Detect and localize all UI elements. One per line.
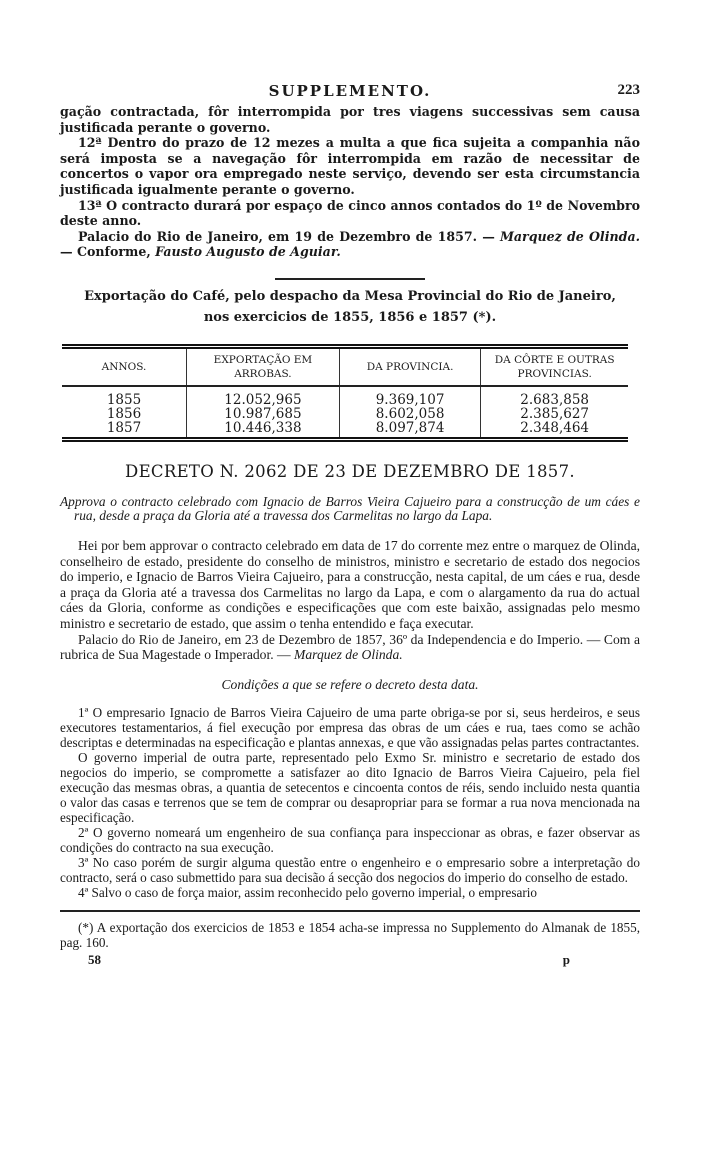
coffee-export-table (62, 344, 628, 442)
condition-item: 3ª No caso porém de surgir alguma questão entre o engenheiro e o empresario sobre a interpretação do contracto, será o caso submettido para sua decisão á secção dos negocios do imperio do conselho de estado. (60, 854, 640, 885)
cell-year: 1857 (106, 419, 142, 436)
decree-signature (60, 632, 640, 663)
document-page (60, 82, 640, 970)
paragraph-12: 12ª Dentro do prazo de 12 mezes a multa a que fica sujeita a companhia não será imposta se a navegação fôr interrompida em razão de necessitar de concertos o vapor ora empregado neste serviço, devendo ser esta circumstancia justificada igualmente perante o governo. (60, 135, 640, 197)
table-header-row (62, 346, 628, 386)
condition-item: 4ª Salvo o caso de força maior, assim reconhecido pelo governo imperial, o empresario (78, 884, 538, 900)
cell-province: 8.097,874 (339, 421, 481, 440)
condition-item: O governo imperial de outra parte, representado pelo Exmo Sr. ministro e secretario de estado dos negocios do imperio, se compromette a satisfazer ao dito Ignacio de Barros Vieira Cajueiro, pela fiel execução das mesmas obras, a quantia de setecentos e cincoenta contos de réis, sendo incluido nesta quantia o valor das casas e terrenos que se tem de comprar ou desapropriar para se formar a rua nova mencionada na especificação. (60, 749, 640, 825)
table-row (62, 386, 628, 407)
decree-signature-name: Marquez de Olinda. (294, 647, 403, 663)
decree-body: Hei por bem approvar o contracto celebrado em data de 17 do corrente mez entre o marquez de Olinda, conselheiro de estado, presidente do conselho de ministros, ministro e secretario de estado dos negocios do imperio, e Ignacio de Barros Vieira Cajueiro, para a construcção, nesta capital, de um cáes e rua, desde a praça da Gloria até a travessa dos Carmelitas no largo da Lapa, e com o alargamento da rua do actual cáes da Gloria, conforme as condições e especificações que com este baixão, assignadas pelo mesmo ministro e secretario de estado, que assim o tenha entendido e faça executar. (60, 537, 640, 631)
signature-mark-left: 58 (88, 951, 101, 967)
running-title: SUPPLEMENTO. (268, 82, 432, 100)
conditions-title: Condições a que se refere o decreto desta data. (221, 676, 479, 692)
table-row (62, 407, 628, 421)
export-table-title-line-1: Exportação do Café, pelo despacho da Mesa Provincial do Rio de Janeiro, (84, 288, 616, 304)
page-number: 223 (617, 82, 640, 98)
cell-court: 2.348,464 (481, 421, 628, 440)
cell-export: 12.052,965 (187, 386, 340, 407)
signature-name: Marquez de Olinda. (499, 228, 640, 244)
cell-court: 2.683,858 (481, 386, 628, 407)
table-row (62, 421, 628, 440)
cell-year: 1856 (106, 405, 142, 422)
header-export-arrobas: EXPORTAÇÃO EM ARROBAS. (187, 346, 340, 386)
header-court-other-provinces: DA CÔRTE E OUTRAS PROVINCIAS. (481, 346, 628, 386)
condition-item: 1ª O empresario Ignacio de Barros Vieira Cajueiro de uma parte obriga-se por si, seus herdeiros, e seus executores testamentarios, á fiel execução por empresa das obras de um cáes e rua, taes como se achão descriptas e determinadas na especificação e plantas annexas, e que vão assignadas pelas partes contractantes. (60, 704, 640, 750)
cell-province: 8.602,058 (339, 407, 481, 421)
cell-export: 10.446,338 (187, 421, 340, 440)
running-head (60, 82, 640, 104)
cell-year: 1855 (106, 391, 142, 408)
conforme-label: — Conforme, (60, 244, 156, 260)
decree-title: DECRETO N. 2062 DE 23 DE DEZEMBRO DE 1857. (125, 461, 575, 481)
paragraph-11-end: gação contractada, fôr interrompida por tres viagens successivas sem causa justificada perante o governo. (60, 104, 640, 135)
paragraph-13: 13ª O contracto durará por espaço de cinco annos contados do 1º de Novembro deste anno. (60, 197, 640, 229)
cell-province: 9.369,107 (339, 386, 481, 407)
decree-signature-text: Palacio do Rio de Janeiro, em 23 de Dezembro de 1857, 36º da Independencia e do Imperio. — Com a rubrica de Sua Magestade o Imperador. — (60, 631, 640, 663)
section-divider (275, 278, 425, 280)
signature-place: Palacio do Rio de Janeiro, em 19 de Dezembro de 1857. — (78, 228, 500, 244)
condition-item: 2ª O governo nomeará um engenheiro de sua confiança para inspeccionar as obras, e fazer observar as condições do contracto na sua execução. (60, 824, 640, 855)
signature-marks (60, 952, 640, 970)
cell-court: 2.385,627 (481, 407, 628, 421)
conforme-name: Fausto Augusto de Aguiar. (155, 244, 341, 260)
first-signature (60, 229, 640, 260)
signature-mark-right: p (562, 951, 570, 967)
header-province: DA PROVINCIA. (339, 346, 481, 386)
cell-export: 10.987,685 (187, 407, 340, 421)
footnote: (*) A exportação dos exercicios de 1853 e 1854 acha-se impressa no Supplemento do Almanak de 1855, pag. 160. (60, 919, 640, 950)
footnote-divider (60, 910, 640, 912)
header-years: ANNOS. (62, 346, 187, 386)
decree-summary: Approva o contracto celebrado com Ignacio de Barros Vieira Cajueiro para a construcção de um cáes e rua, desde a praça da Gloria até a travessa dos Carmelitas no largo da Lapa. (60, 493, 640, 524)
export-table-title (60, 286, 640, 328)
export-table-title-line-2: nos exercicios de 1855, 1856 e 1857 (*). (203, 309, 497, 325)
